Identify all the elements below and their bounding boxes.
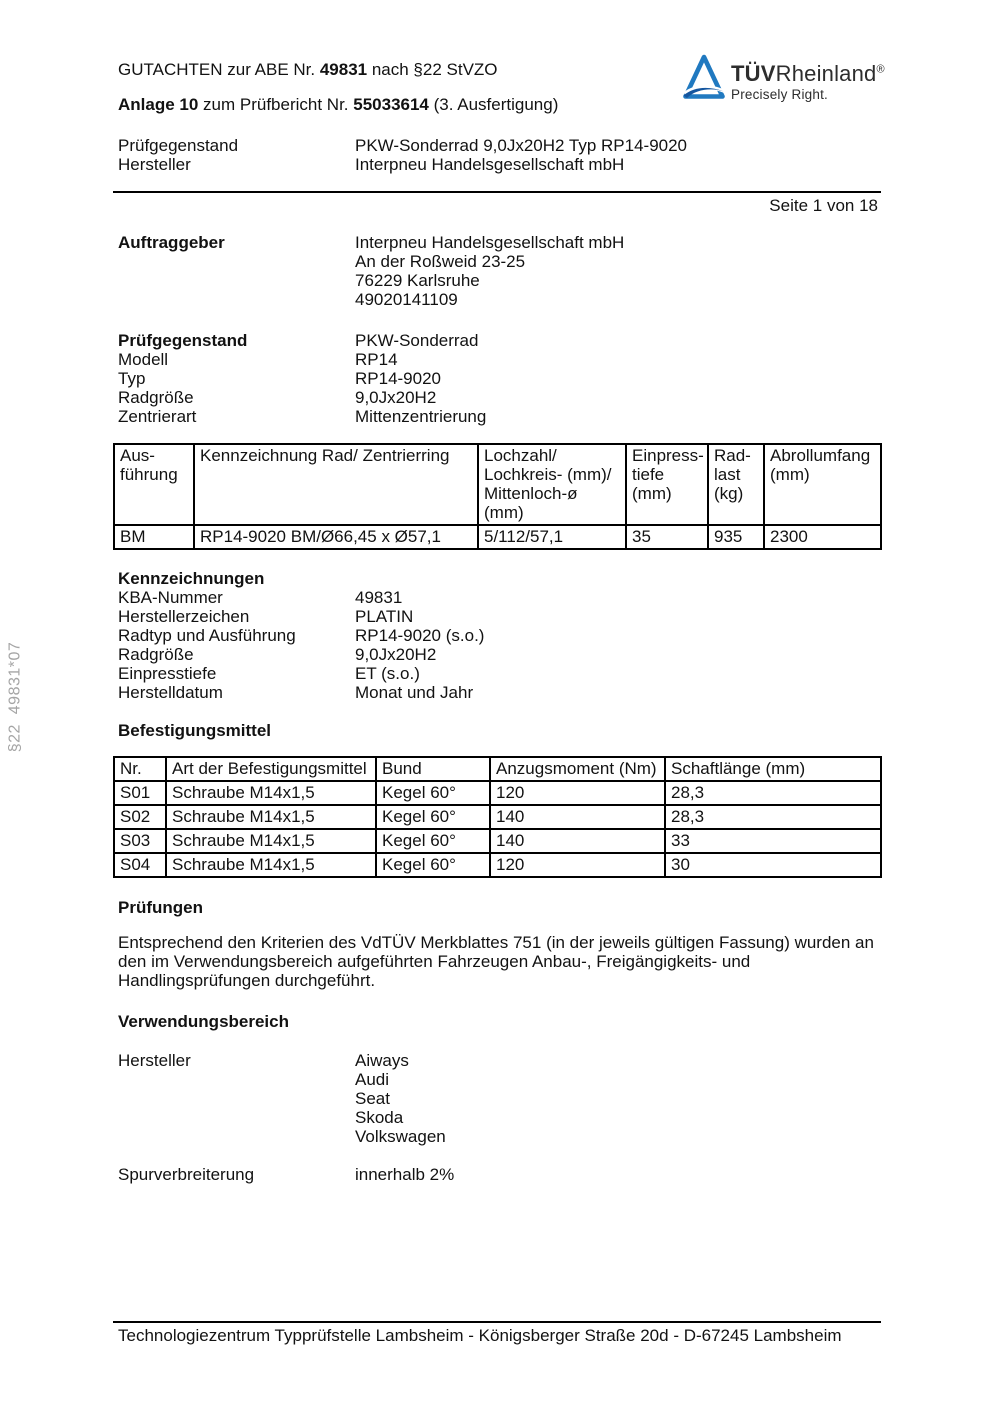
client-line: An der Roßweid 23-25 bbox=[355, 252, 526, 271]
test-object-value: PKW-Sonderrad bbox=[355, 331, 479, 350]
abe-number: 49831 bbox=[319, 60, 368, 79]
client-address bbox=[355, 233, 881, 309]
registered-trademark-icon: ® bbox=[876, 63, 885, 76]
track-widening-label: Spurverbreiterung bbox=[118, 1165, 255, 1184]
markings-section bbox=[113, 588, 881, 702]
col-header-abrollumfang: Abrollumfang (mm) bbox=[764, 444, 881, 525]
meta-value: PKW-Sonderrad 9,0Jx20H2 Typ RP14-9020 bbox=[355, 136, 688, 155]
table-row: S01 Schraube M14x1,5 Kegel 60° 120 28,3 bbox=[114, 781, 881, 805]
document-content bbox=[113, 0, 881, 1184]
fasteners-table bbox=[113, 756, 882, 878]
manufacturer-item: Volkswagen bbox=[355, 1127, 446, 1146]
col-header-nr: Nr. bbox=[114, 757, 166, 781]
markings-row: KBA-Nummer 49831 bbox=[118, 588, 403, 607]
page-indicator: Seite 1 von 18 bbox=[769, 196, 878, 215]
wheel-variant-table bbox=[113, 443, 882, 550]
application-manufacturer-label: Hersteller bbox=[118, 1051, 191, 1070]
col-header-anzugsmoment: Anzugsmoment (Nm) bbox=[490, 757, 665, 781]
manufacturer-item: Seat bbox=[355, 1089, 390, 1108]
test-object-row: Typ RP14-9020 bbox=[118, 369, 442, 388]
client-line: Interpneu Handelsgesellschaft mbH bbox=[355, 233, 625, 252]
client-label: Auftraggeber bbox=[118, 233, 225, 252]
tests-paragraph-line: Handlingsprüfungen durchgeführt. bbox=[118, 971, 376, 990]
document-footer bbox=[113, 1321, 881, 1345]
table-row: S04 Schraube M14x1,5 Kegel 60° 120 30 bbox=[114, 853, 881, 877]
report-number: 55033614 bbox=[353, 95, 429, 114]
markings-row: Radtyp und Ausführung RP14-9020 (s.o.) bbox=[118, 626, 485, 645]
tests-paragraph-line: den im Verwendungsbereich aufgeführten Fahrzeugen Anbau-, Freigängigkeits- und bbox=[118, 952, 751, 971]
meta-label: Hersteller bbox=[118, 155, 191, 174]
tests-paragraph-line: Entsprechend den Kriterien des VdTÜV Merkblattes 751 (in der jeweils gültigen Fassung) wurden an bbox=[118, 933, 874, 952]
annex-number: Anlage 10 bbox=[118, 95, 199, 114]
meta-row-object bbox=[113, 136, 881, 155]
header-divider bbox=[113, 191, 881, 193]
table-row: S03 Schraube M14x1,5 Kegel 60° 140 33 bbox=[114, 829, 881, 853]
test-object-row: Zentrierart Mittenzentrierung bbox=[118, 407, 487, 426]
test-object-row: Modell RP14 bbox=[118, 350, 398, 369]
tests-heading: Prüfungen bbox=[118, 898, 203, 917]
logo-tagline: Precisely Right. bbox=[731, 87, 828, 102]
col-header-art: Art der Befestigungsmittel bbox=[166, 757, 376, 781]
manufacturer-item: Skoda bbox=[355, 1108, 404, 1127]
col-header-lochzahl: Lochzahl/ Lochkreis- (mm)/ Mittenloch-ø (mm) bbox=[478, 444, 626, 525]
track-widening-row bbox=[113, 1165, 881, 1184]
table-header-row bbox=[114, 757, 881, 781]
test-object-section bbox=[113, 331, 881, 426]
col-header-ausfuehrung: Aus- führung bbox=[114, 444, 194, 525]
footer-address: Technologiezentrum Typprüfstelle Lambsheim - Königsberger Straße 20d - D-67245 Lambsheim bbox=[118, 1326, 842, 1345]
client-section bbox=[113, 233, 881, 309]
test-object-row bbox=[113, 331, 881, 350]
application-heading: Verwendungsbereich bbox=[118, 1012, 289, 1031]
markings-row: Herstellerzeichen PLATIN bbox=[118, 607, 414, 626]
annex-line: Anlage 10 zum Prüfbericht Nr. 55033614 (3. Ausfertigung) bbox=[118, 95, 559, 114]
fasteners-heading: Befestigungsmittel bbox=[118, 721, 272, 740]
markings-row: Herstelldatum Monat und Jahr bbox=[118, 683, 474, 702]
meta-row-manufacturer bbox=[113, 155, 881, 174]
table-row: BM RP14-9020 BM/Ø66,45 x Ø57,1 5/112/57,1 35 935 2300 bbox=[114, 525, 881, 549]
test-object-label: Prüfgegenstand bbox=[118, 331, 248, 350]
manufacturer-item: Aiways bbox=[355, 1051, 409, 1070]
col-header-einpresstiefe: Einpress- tiefe (mm) bbox=[626, 444, 708, 525]
application-manufacturer-list bbox=[355, 1051, 881, 1146]
tests-paragraph bbox=[113, 933, 881, 990]
test-object-row: Radgröße 9,0Jx20H2 bbox=[118, 388, 437, 407]
margin-reference-note: §22 49831*07 bbox=[6, 641, 24, 753]
logo-name: TÜVRheinland® bbox=[731, 61, 885, 86]
application-manufacturers bbox=[113, 1051, 881, 1146]
markings-row: Radgröße 9,0Jx20H2 bbox=[118, 645, 437, 664]
client-line: 76229 Karlsruhe bbox=[355, 271, 480, 290]
meta-value: Interpneu Handelsgesellschaft mbH bbox=[355, 155, 625, 174]
client-line: 49020141109 bbox=[355, 290, 458, 309]
document-title: GUTACHTEN zur ABE Nr. 49831 nach §22 StVZO bbox=[118, 60, 498, 79]
col-header-schaftlaenge: Schaftlänge (mm) bbox=[665, 757, 881, 781]
manufacturer-item: Audi bbox=[355, 1070, 390, 1089]
markings-row: Einpresstiefe ET (s.o.) bbox=[118, 664, 420, 683]
table-header-row bbox=[114, 444, 881, 525]
markings-heading: Kennzeichnungen bbox=[118, 569, 265, 588]
col-header-radlast: Rad- last (kg) bbox=[708, 444, 764, 525]
header-meta bbox=[113, 136, 881, 174]
meta-label: Prüfgegenstand bbox=[118, 136, 239, 155]
table-row: S02 Schraube M14x1,5 Kegel 60° 140 28,3 bbox=[114, 805, 881, 829]
track-widening-value: innerhalb 2% bbox=[355, 1165, 455, 1184]
col-header-bund: Bund bbox=[376, 757, 490, 781]
col-header-kennzeichnung: Kennzeichnung Rad/ Zentrierring bbox=[194, 444, 478, 525]
